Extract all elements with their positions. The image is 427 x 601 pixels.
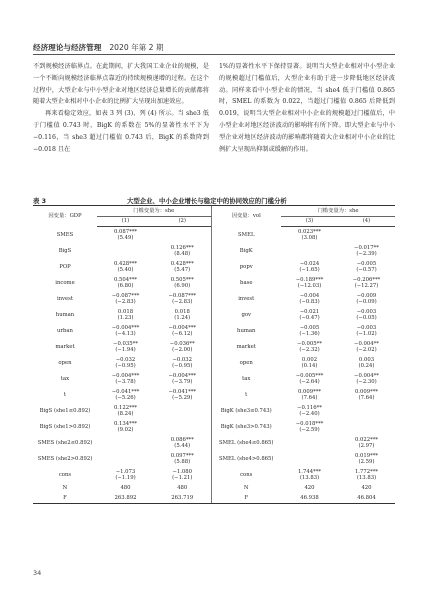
cell: −0.032 (−0.95) (115, 356, 136, 369)
cell (338, 227, 395, 244)
cell: −0.004** (−2.02) (354, 340, 379, 353)
row-label: tax (211, 371, 281, 387)
row-label: base (211, 275, 281, 291)
cell (97, 435, 154, 451)
cell: −0.036** (−2.00) (169, 340, 195, 353)
header-rule (33, 54, 395, 55)
cell: −0.009 (−0.09) (356, 292, 377, 305)
stat-row (33, 483, 395, 493)
row-label: market (211, 339, 281, 355)
table-row (33, 307, 395, 323)
cell: 46.804 (338, 493, 395, 504)
cell: −0.005 (−1.36) (299, 324, 320, 337)
cell: −0.189*** (−12.03) (295, 276, 324, 289)
cell: −0.021 (−0.47) (299, 308, 320, 321)
cell: −0.024 (−1.65) (299, 260, 320, 273)
journal-name: 经济理论与经济管理 (33, 43, 102, 52)
cell: 0.097*** (5.88) (170, 452, 194, 465)
row-label: tax (60, 375, 70, 382)
table-caption (33, 196, 395, 205)
dep-var-header-1: 因变量：GDP (33, 206, 97, 227)
stat-label: F (211, 493, 281, 504)
stat-row (33, 493, 395, 504)
cell: 1.772*** (13.83) (354, 468, 379, 481)
table-row (33, 323, 395, 339)
table-number: 表 3 (33, 197, 47, 205)
cell: 0.009*** (7.64) (354, 388, 379, 401)
cell: −0.041*** (−5.26) (111, 388, 140, 401)
row-label: SMEL (she4≤0.865) (211, 435, 281, 451)
page-number: 34 (33, 569, 42, 577)
cell: 0.087*** (5.49) (113, 228, 138, 241)
cell: 0.018 (1.24) (174, 308, 191, 321)
cell (154, 227, 211, 244)
cell: 0.003 (0.24) (358, 356, 375, 369)
table-row (33, 243, 395, 259)
row-label: urban (57, 327, 73, 334)
cell: 0.428*** (5.47) (170, 260, 194, 273)
paragraph: 1%的显著性水平下保持显著。说明当大型企业相对中小型企业的规模超过门槛值后，大型企业有助于进一步降低地区经济波动。同样来看中小型企业的情况，当 she4 低于门槛值 0.865 时，SMEL 的系数为 0.022，当超过门槛值 0.865 后降低到 0.019，说明当大型企业相对中小企业的规模超过门槛值后，中小型企业对地区经济波动的影响将有所下降。即大型企业与中小型企业对地区经济波动的影响都将随着大企业相对中小企业的比例扩大呈现出抑制或缓解的作用。 (219, 63, 395, 153)
row-label: SMES (she2>0.892) (37, 455, 93, 462)
row-label: open (211, 355, 281, 371)
row-label: BigS (she1≤0.892) (39, 407, 91, 414)
cell (154, 403, 211, 419)
cell: −0.035** (−1.94) (113, 340, 138, 353)
row-label: cons (58, 471, 72, 478)
table-row (33, 435, 395, 451)
table-row (33, 467, 395, 483)
cell (281, 451, 338, 467)
row-label: BigS (she1>0.892) (39, 423, 91, 430)
col-label: (3) (281, 217, 338, 227)
table-row (33, 275, 395, 291)
cell: −1.073 (−1.19) (115, 468, 136, 481)
threshold-header-1: 门槛变量为：she (97, 206, 211, 217)
cell: 0.018 (1.23) (117, 308, 134, 321)
cell: 0.134*** (9.02) (113, 420, 138, 433)
row-label: income (55, 279, 75, 286)
table-row (33, 419, 395, 435)
row-label: market (55, 343, 75, 350)
cell (154, 419, 211, 435)
cell (281, 435, 338, 451)
cell: 480 (120, 484, 131, 491)
cell: −1.080 (−1.21) (172, 468, 193, 481)
stat-label: N (211, 483, 281, 493)
row-label: gov (211, 307, 281, 323)
cell: −0.041*** (−5.29) (168, 388, 197, 401)
cell: −0.004** (−2.30) (354, 372, 379, 385)
row-label: BigK (211, 243, 281, 259)
cell: −0.206*** (−12.27) (352, 276, 381, 289)
results-table (33, 205, 395, 504)
table-row (33, 403, 395, 419)
cell: −0.004 (−0.83) (299, 292, 320, 305)
cell: −0.003 (−0.05) (356, 308, 377, 321)
cell: 0.009*** (7.64) (297, 388, 322, 401)
row-label: SMEL (she4>0.865) (211, 451, 281, 467)
cell: −0.017** (−2.39) (354, 244, 379, 257)
cell: −0.087*** (−2.83) (168, 292, 197, 305)
row-label: POP (59, 263, 71, 270)
cell: 0.086*** (5.44) (170, 436, 194, 449)
cell (281, 243, 338, 259)
cell: −0.004*** (−4.13) (111, 324, 140, 337)
cell: 0.126*** (8.48) (170, 244, 194, 257)
row-label: SMES (56, 231, 74, 238)
cell: −0.005** (−2.32) (297, 340, 322, 353)
cell: −0.087*** (−2.83) (111, 292, 140, 305)
cell: 420 (361, 484, 372, 491)
row-label: BigK (she3>0.743) (211, 419, 281, 435)
cell: −0.032 (−0.95) (172, 356, 193, 369)
cell (97, 451, 154, 467)
row-label: BigK (she3≤0.743) (211, 403, 281, 419)
cell: −0.004*** (−6.12) (168, 324, 197, 337)
cell: 0.122*** (8.24) (113, 404, 138, 417)
cell: 263.892 (97, 493, 154, 504)
cell: −0.018*** (−2.59) (295, 420, 324, 433)
col-label: (4) (338, 217, 395, 227)
cell: −0.004*** (−3.78) (111, 372, 140, 385)
cell: −0.005 (−0.57) (356, 260, 377, 273)
cell (97, 243, 154, 259)
cell: 46.938 (281, 493, 338, 504)
stat-label: N (62, 484, 68, 491)
row-label: cons (211, 467, 281, 483)
row-label: SMEL (211, 227, 281, 244)
cell: 0.504*** (6.80) (113, 276, 138, 289)
table-row (33, 259, 395, 275)
table-row (33, 387, 395, 403)
right-column (219, 61, 395, 155)
table-title: 大型企业、中小企业增长与稳定中的协同效应的门槛分析 (127, 197, 287, 205)
cell: 1.744*** (13.83) (297, 468, 322, 481)
row-label: human (55, 311, 75, 318)
row-label: invest (211, 291, 281, 307)
row-label: t (63, 391, 67, 398)
table-row (33, 451, 395, 467)
cell: −0.004*** (−3.79) (168, 372, 197, 385)
row-label: SMES (she2≤0.892) (37, 439, 93, 446)
paragraph: 再来看稳定效应，如表 3 列 (3)、列 (4) 所示。当 she3 低于门槛值 0.743 时，BigK 的系数在 5%的显著性水平下为 −0.116，当 she3 超过门槛值 0.743 后，BigK 的系数降到 −0.018 且在 (33, 110, 209, 153)
cell (338, 419, 395, 435)
paragraph: 不到规模经济临界点。在此期间，扩大我国工业企业的规模，是一个不断向规模经济临界点靠近的持续规模递增的过程。在这个过程中，大型企业与中小型企业对地区经济总量增长的贡献都将随着大型企业相对中小企业的比例扩大呈现出加速效应。 (33, 63, 209, 106)
table-row (33, 227, 395, 244)
running-header (33, 42, 164, 53)
row-label: invest (56, 295, 74, 302)
cell: 0.019*** (2.59) (354, 452, 379, 465)
row-label: open (58, 359, 72, 366)
row-label: human (211, 323, 281, 339)
cell: 0.002 (0.14) (301, 356, 318, 369)
col-label: (1) (97, 217, 154, 227)
table-row (33, 371, 395, 387)
table-row (33, 355, 395, 371)
cell: 420 (304, 484, 315, 491)
row-label: t (211, 387, 281, 403)
row-label: popv (211, 259, 281, 275)
stat-label: F (33, 493, 97, 504)
cell: −0.116** (−2.40) (297, 404, 322, 417)
cell: 0.505*** (6.90) (170, 276, 194, 289)
row-label: BigS (58, 247, 72, 254)
threshold-header-2: 门槛变量为：she (281, 206, 395, 217)
cell: 263.719 (154, 493, 211, 504)
cell: 480 (177, 484, 188, 491)
dep-var-header-2: 因变量：vol (211, 206, 281, 227)
cell: 0.023*** (3.08) (297, 228, 322, 241)
table-row (33, 339, 395, 355)
left-column (33, 61, 209, 155)
cell: −0.003 (−1.02) (356, 324, 377, 337)
cell (338, 403, 395, 419)
cell: 0.428*** (5.40) (113, 260, 138, 273)
cell: 0.022*** (2.97) (354, 436, 379, 449)
table-row (33, 291, 395, 307)
issue-label: 2020 年第 2 期 (109, 43, 164, 52)
cell: −0.005*** (−2.64) (295, 372, 324, 385)
col-label: (2) (154, 217, 211, 227)
